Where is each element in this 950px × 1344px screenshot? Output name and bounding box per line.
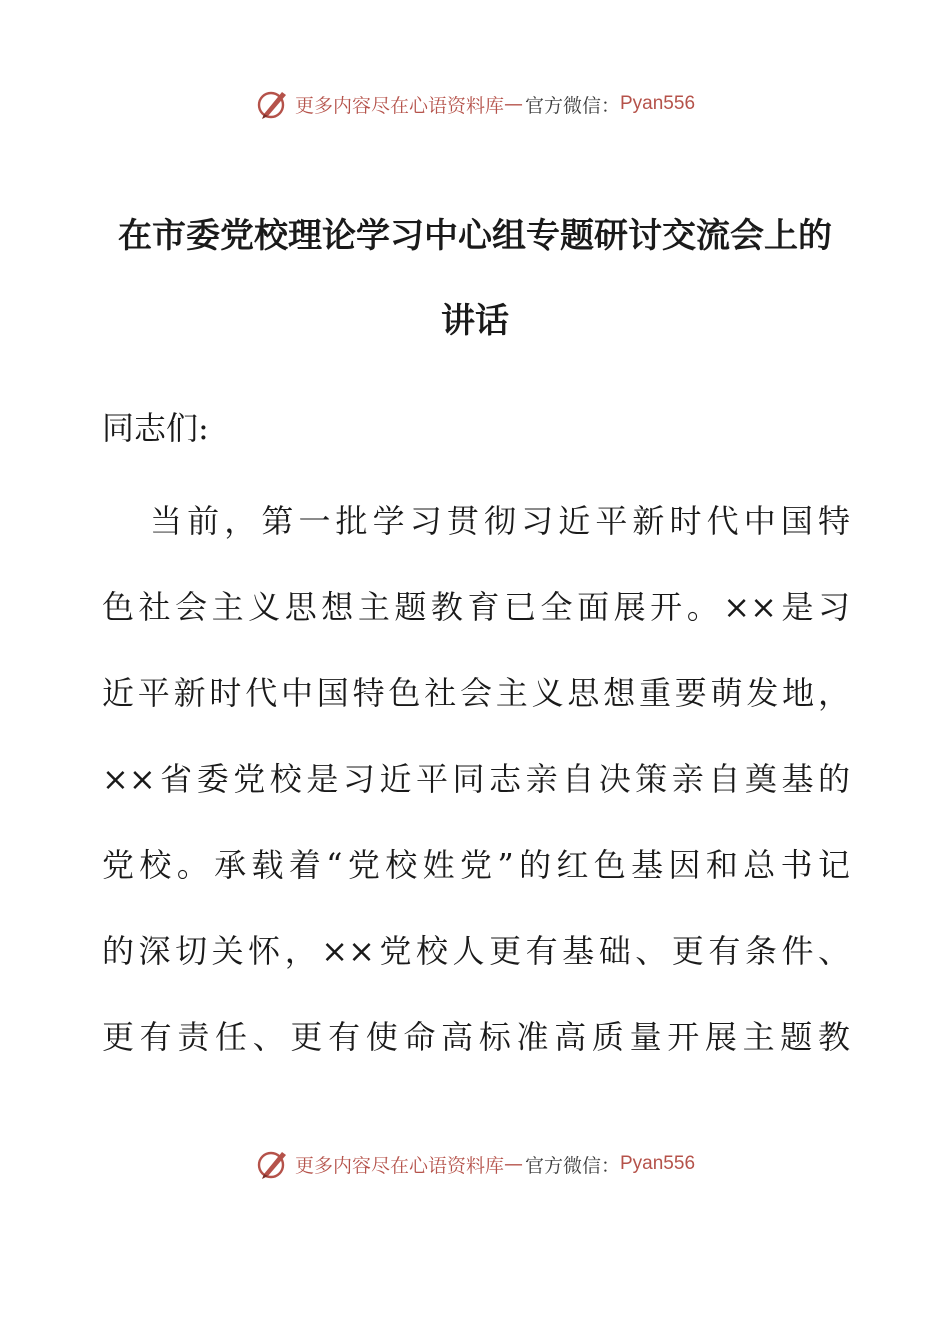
body-line: 近平新时代中国特色社会主义思想重要萌发地， [102,674,850,712]
body-line: 更有责任、更有使命高标准高质量开展主题教 [102,1018,850,1056]
body-line: 色社会主义思想主题教育已全面展开。××是习 [102,588,850,626]
banner-official-label: 官方微信： [524,94,620,117]
banner-wechat-id: Pyan556 [620,1153,696,1174]
body-line: ××省委党校是习近平同志亲自决策亲自奠基的 [102,760,850,798]
header-watermark-banner [0,82,950,126]
banner-brand-text: 更多内容尽在心语资料库 [294,1154,504,1177]
pen-logo-icon [255,86,291,122]
body-line: 的深切关怀，××党校人更有基础、更有条件、 [102,932,850,970]
footer-watermark-banner [0,1142,950,1186]
salutation: 同志们: [102,409,209,447]
banner-official-label: 官方微信： [524,1154,620,1177]
banner-brand-text: 更多内容尽在心语资料库 [294,94,504,117]
pen-logo-icon [255,1146,291,1182]
banner-wechat-id: Pyan556 [620,93,696,114]
banner-dash: — [503,93,523,115]
banner-dash: — [503,1153,523,1175]
document-title-line-2: 讲话 [441,301,509,341]
document-title-line-1: 在市委党校理论学习中心组专题研讨交流会上的 [118,216,832,256]
body-line: 党校。承载着“党校姓党”的红色基因和总书记 [102,846,850,884]
body-line: 当前，第一批学习贯彻习近平新时代中国特 [150,502,850,540]
